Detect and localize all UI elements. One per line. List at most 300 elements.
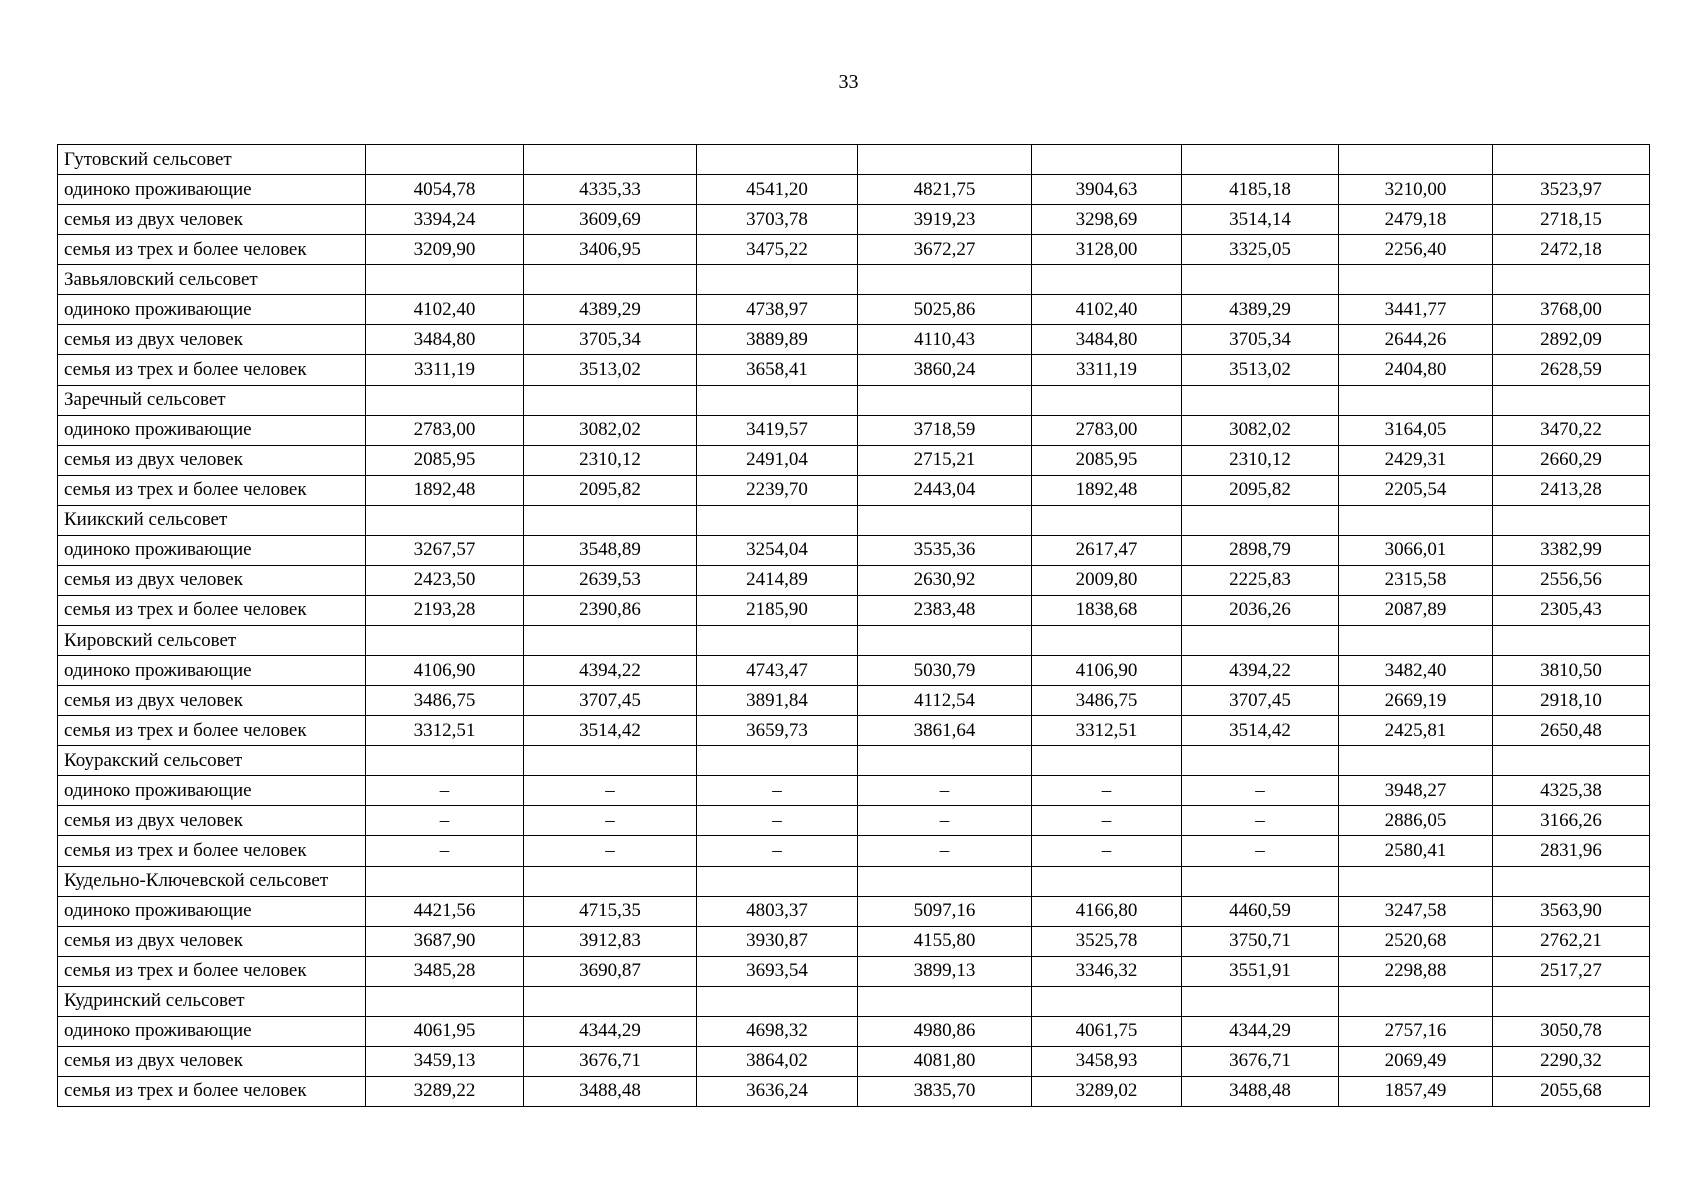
row-label: одиноко проживающие bbox=[58, 295, 366, 325]
value-cell: 3325,05 bbox=[1182, 235, 1339, 265]
empty-cell bbox=[1182, 746, 1339, 776]
value-cell: 3486,75 bbox=[366, 686, 524, 716]
value-cell: 1838,68 bbox=[1032, 595, 1182, 625]
value-cell: 2479,18 bbox=[1339, 205, 1493, 235]
value-cell: 4106,90 bbox=[1032, 656, 1182, 686]
table-row bbox=[58, 656, 1650, 686]
row-label: семья из двух человек bbox=[58, 325, 366, 355]
value-cell: 4821,75 bbox=[858, 175, 1032, 205]
empty-cell bbox=[697, 265, 858, 295]
value-cell: 3484,80 bbox=[1032, 325, 1182, 355]
value-cell: 3693,54 bbox=[697, 956, 858, 986]
value-cell: 3636,24 bbox=[697, 1076, 858, 1106]
value-cell: 4344,29 bbox=[524, 1016, 697, 1046]
value-cell: 2831,96 bbox=[1493, 836, 1650, 866]
value-cell: 4166,80 bbox=[1032, 896, 1182, 926]
empty-cell bbox=[697, 145, 858, 175]
value-cell: 2644,26 bbox=[1339, 325, 1493, 355]
value-cell: 3289,02 bbox=[1032, 1076, 1182, 1106]
page-number: 33 bbox=[838, 71, 859, 93]
empty-cell bbox=[1182, 145, 1339, 175]
value-cell: – bbox=[1182, 806, 1339, 836]
value-cell: 3311,19 bbox=[366, 355, 524, 385]
empty-cell bbox=[524, 385, 697, 415]
row-label: семья из двух человек bbox=[58, 686, 366, 716]
value-cell: 5030,79 bbox=[858, 656, 1032, 686]
value-cell: 3166,26 bbox=[1493, 806, 1650, 836]
value-cell: 3861,64 bbox=[858, 716, 1032, 746]
table-row bbox=[58, 415, 1650, 445]
value-cell: 3609,69 bbox=[524, 205, 697, 235]
table-row bbox=[58, 355, 1650, 385]
value-cell: 4110,43 bbox=[858, 325, 1032, 355]
value-cell: 2305,43 bbox=[1493, 595, 1650, 625]
value-cell: 2404,80 bbox=[1339, 355, 1493, 385]
value-cell: 2757,16 bbox=[1339, 1016, 1493, 1046]
empty-cell bbox=[858, 505, 1032, 535]
empty-cell bbox=[1493, 866, 1650, 896]
table-row bbox=[58, 896, 1650, 926]
value-cell: 3066,01 bbox=[1339, 535, 1493, 565]
value-cell: 2225,83 bbox=[1182, 565, 1339, 595]
value-cell: 3486,75 bbox=[1032, 686, 1182, 716]
empty-cell bbox=[858, 385, 1032, 415]
value-cell: 3687,90 bbox=[366, 926, 524, 956]
value-cell: 3406,95 bbox=[524, 235, 697, 265]
row-label: семья из трех и более человек bbox=[58, 235, 366, 265]
value-cell: 3485,28 bbox=[366, 956, 524, 986]
value-cell: 4061,75 bbox=[1032, 1016, 1182, 1046]
empty-cell bbox=[697, 626, 858, 656]
value-cell: 3535,36 bbox=[858, 535, 1032, 565]
value-cell: 3523,97 bbox=[1493, 175, 1650, 205]
empty-cell bbox=[1032, 385, 1182, 415]
value-cell: 2009,80 bbox=[1032, 565, 1182, 595]
value-cell: 4335,33 bbox=[524, 175, 697, 205]
value-cell: 2628,59 bbox=[1493, 355, 1650, 385]
table-row bbox=[58, 686, 1650, 716]
group-header-row bbox=[58, 746, 1650, 776]
value-cell: 4421,56 bbox=[366, 896, 524, 926]
value-cell: 3513,02 bbox=[1182, 355, 1339, 385]
value-cell: 2892,09 bbox=[1493, 325, 1650, 355]
row-label: семья из трех и более человек bbox=[58, 595, 366, 625]
value-cell: 3210,00 bbox=[1339, 175, 1493, 205]
empty-cell bbox=[1032, 626, 1182, 656]
table-row bbox=[58, 295, 1650, 325]
table-row bbox=[58, 776, 1650, 806]
empty-cell bbox=[1493, 626, 1650, 656]
value-cell: 4394,22 bbox=[524, 656, 697, 686]
value-cell: 3705,34 bbox=[524, 325, 697, 355]
value-cell: 3128,00 bbox=[1032, 235, 1182, 265]
value-cell: 2310,12 bbox=[1182, 445, 1339, 475]
table-row bbox=[58, 595, 1650, 625]
empty-cell bbox=[697, 746, 858, 776]
group-header-row bbox=[58, 505, 1650, 535]
value-cell: – bbox=[524, 836, 697, 866]
value-cell: 2298,88 bbox=[1339, 956, 1493, 986]
value-cell: 4743,47 bbox=[697, 656, 858, 686]
value-cell: 2520,68 bbox=[1339, 926, 1493, 956]
table-row bbox=[58, 806, 1650, 836]
value-cell: 3672,27 bbox=[858, 235, 1032, 265]
empty-cell bbox=[1493, 385, 1650, 415]
value-cell: 4102,40 bbox=[1032, 295, 1182, 325]
value-cell: 2669,19 bbox=[1339, 686, 1493, 716]
row-label: семья из двух человек bbox=[58, 806, 366, 836]
value-cell: 3475,22 bbox=[697, 235, 858, 265]
row-label: семья из двух человек bbox=[58, 205, 366, 235]
table-row bbox=[58, 1076, 1650, 1106]
value-cell: 1892,48 bbox=[1032, 475, 1182, 505]
group-header-row bbox=[58, 626, 1650, 656]
empty-cell bbox=[1032, 986, 1182, 1016]
value-cell: 3209,90 bbox=[366, 235, 524, 265]
value-cell: 1892,48 bbox=[366, 475, 524, 505]
table-body bbox=[58, 145, 1650, 1107]
empty-cell bbox=[1339, 626, 1493, 656]
table-row bbox=[58, 716, 1650, 746]
value-cell: 2517,27 bbox=[1493, 956, 1650, 986]
empty-cell bbox=[1032, 505, 1182, 535]
empty-cell bbox=[524, 505, 697, 535]
value-cell: 3835,70 bbox=[858, 1076, 1032, 1106]
value-cell: 4344,29 bbox=[1182, 1016, 1339, 1046]
empty-cell bbox=[1339, 385, 1493, 415]
value-cell: 2718,15 bbox=[1493, 205, 1650, 235]
empty-cell bbox=[1182, 626, 1339, 656]
empty-cell bbox=[1182, 385, 1339, 415]
value-cell: 4698,32 bbox=[697, 1016, 858, 1046]
value-cell: 3459,13 bbox=[366, 1046, 524, 1076]
value-cell: 3889,89 bbox=[697, 325, 858, 355]
value-cell: – bbox=[1182, 776, 1339, 806]
group-header-row bbox=[58, 866, 1650, 896]
empty-cell bbox=[366, 986, 524, 1016]
row-label: одиноко проживающие bbox=[58, 1016, 366, 1046]
value-cell: 2095,82 bbox=[1182, 475, 1339, 505]
value-cell: – bbox=[366, 836, 524, 866]
group-name: Гутовский сельсовет bbox=[58, 145, 366, 175]
row-label: семья из трех и более человек bbox=[58, 475, 366, 505]
empty-cell bbox=[524, 866, 697, 896]
row-label: одиноко проживающие bbox=[58, 535, 366, 565]
empty-cell bbox=[366, 746, 524, 776]
value-cell: 5097,16 bbox=[858, 896, 1032, 926]
value-cell: – bbox=[697, 806, 858, 836]
value-cell: 2055,68 bbox=[1493, 1076, 1650, 1106]
empty-cell bbox=[1493, 265, 1650, 295]
empty-cell bbox=[858, 145, 1032, 175]
value-cell: 3394,24 bbox=[366, 205, 524, 235]
value-cell: 3659,73 bbox=[697, 716, 858, 746]
value-cell: 3312,51 bbox=[366, 716, 524, 746]
table-row bbox=[58, 565, 1650, 595]
value-cell: 3312,51 bbox=[1032, 716, 1182, 746]
empty-cell bbox=[1339, 746, 1493, 776]
value-cell: 3703,78 bbox=[697, 205, 858, 235]
value-cell: 2617,47 bbox=[1032, 535, 1182, 565]
value-cell: 4389,29 bbox=[1182, 295, 1339, 325]
value-cell: 3912,83 bbox=[524, 926, 697, 956]
group-header-row bbox=[58, 986, 1650, 1016]
value-cell: 2256,40 bbox=[1339, 235, 1493, 265]
row-label: семья из двух человек bbox=[58, 445, 366, 475]
value-cell: 2556,56 bbox=[1493, 565, 1650, 595]
value-cell: – bbox=[858, 806, 1032, 836]
value-cell: 2783,00 bbox=[366, 415, 524, 445]
value-cell: 2898,79 bbox=[1182, 535, 1339, 565]
table-row bbox=[58, 1046, 1650, 1076]
group-name: Коуракский сельсовет bbox=[58, 746, 366, 776]
value-cell: 3513,02 bbox=[524, 355, 697, 385]
value-cell: 3718,59 bbox=[858, 415, 1032, 445]
value-cell: 2085,95 bbox=[1032, 445, 1182, 475]
empty-cell bbox=[697, 505, 858, 535]
value-cell: 3948,27 bbox=[1339, 776, 1493, 806]
value-cell: 4541,20 bbox=[697, 175, 858, 205]
row-label: одиноко проживающие bbox=[58, 175, 366, 205]
value-cell: 3864,02 bbox=[697, 1046, 858, 1076]
value-cell: 2390,86 bbox=[524, 595, 697, 625]
empty-cell bbox=[366, 385, 524, 415]
value-cell: 3298,69 bbox=[1032, 205, 1182, 235]
empty-cell bbox=[1182, 986, 1339, 1016]
value-cell: 3082,02 bbox=[1182, 415, 1339, 445]
empty-cell bbox=[366, 626, 524, 656]
value-cell: 4389,29 bbox=[524, 295, 697, 325]
value-cell: 3860,24 bbox=[858, 355, 1032, 385]
table-row bbox=[58, 475, 1650, 505]
group-name: Завьяловский сельсовет bbox=[58, 265, 366, 295]
value-cell: – bbox=[524, 806, 697, 836]
value-cell: 4738,97 bbox=[697, 295, 858, 325]
row-label: семья из двух человек bbox=[58, 1046, 366, 1076]
value-cell: 2069,49 bbox=[1339, 1046, 1493, 1076]
empty-cell bbox=[366, 265, 524, 295]
value-cell: 3750,71 bbox=[1182, 926, 1339, 956]
table-row bbox=[58, 836, 1650, 866]
empty-cell bbox=[1339, 265, 1493, 295]
value-cell: 2205,54 bbox=[1339, 475, 1493, 505]
row-label: семья из трех и более человек bbox=[58, 716, 366, 746]
empty-cell bbox=[524, 265, 697, 295]
table-row bbox=[58, 535, 1650, 565]
value-cell: 3904,63 bbox=[1032, 175, 1182, 205]
value-cell: 3551,91 bbox=[1182, 956, 1339, 986]
empty-cell bbox=[1493, 145, 1650, 175]
value-cell: 4980,86 bbox=[858, 1016, 1032, 1046]
group-name: Кировский сельсовет bbox=[58, 626, 366, 656]
value-cell: 3050,78 bbox=[1493, 1016, 1650, 1046]
value-cell: 3548,89 bbox=[524, 535, 697, 565]
value-cell: 2315,58 bbox=[1339, 565, 1493, 595]
value-cell: 2639,53 bbox=[524, 565, 697, 595]
value-cell: – bbox=[697, 836, 858, 866]
table-row bbox=[58, 926, 1650, 956]
empty-cell bbox=[1339, 505, 1493, 535]
value-cell: 4155,80 bbox=[858, 926, 1032, 956]
cost-table bbox=[57, 144, 1650, 1107]
value-cell: 4102,40 bbox=[366, 295, 524, 325]
value-cell: 3563,90 bbox=[1493, 896, 1650, 926]
value-cell: 3441,77 bbox=[1339, 295, 1493, 325]
table-row bbox=[58, 1016, 1650, 1046]
empty-cell bbox=[1339, 866, 1493, 896]
value-cell: 3164,05 bbox=[1339, 415, 1493, 445]
value-cell: – bbox=[524, 776, 697, 806]
value-cell: 3419,57 bbox=[697, 415, 858, 445]
value-cell: 3705,34 bbox=[1182, 325, 1339, 355]
empty-cell bbox=[366, 145, 524, 175]
value-cell: 3346,32 bbox=[1032, 956, 1182, 986]
value-cell: 3658,41 bbox=[697, 355, 858, 385]
row-label: семья из двух человек bbox=[58, 926, 366, 956]
value-cell: 3289,22 bbox=[366, 1076, 524, 1106]
value-cell: 3488,48 bbox=[524, 1076, 697, 1106]
group-name: Кудринский сельсовет bbox=[58, 986, 366, 1016]
value-cell: 3514,42 bbox=[1182, 716, 1339, 746]
table-row bbox=[58, 325, 1650, 355]
table-row bbox=[58, 205, 1650, 235]
empty-cell bbox=[366, 866, 524, 896]
value-cell: 2429,31 bbox=[1339, 445, 1493, 475]
row-label: семья из трех и более человек bbox=[58, 956, 366, 986]
value-cell: 2715,21 bbox=[858, 445, 1032, 475]
value-cell: 3919,23 bbox=[858, 205, 1032, 235]
empty-cell bbox=[858, 986, 1032, 1016]
value-cell: 4185,18 bbox=[1182, 175, 1339, 205]
value-cell: 2036,26 bbox=[1182, 595, 1339, 625]
group-header-row bbox=[58, 265, 1650, 295]
row-label: семья из трех и более человек bbox=[58, 836, 366, 866]
group-name: Киикский сельсовет bbox=[58, 505, 366, 535]
value-cell: 3514,42 bbox=[524, 716, 697, 746]
value-cell: 3484,80 bbox=[366, 325, 524, 355]
value-cell: 3676,71 bbox=[1182, 1046, 1339, 1076]
group-header-row bbox=[58, 145, 1650, 175]
value-cell: 2918,10 bbox=[1493, 686, 1650, 716]
empty-cell bbox=[697, 866, 858, 896]
empty-cell bbox=[366, 505, 524, 535]
value-cell: 2423,50 bbox=[366, 565, 524, 595]
value-cell: 3525,78 bbox=[1032, 926, 1182, 956]
empty-cell bbox=[1182, 265, 1339, 295]
value-cell: – bbox=[1032, 806, 1182, 836]
empty-cell bbox=[1182, 505, 1339, 535]
empty-cell bbox=[858, 866, 1032, 896]
value-cell: 2660,29 bbox=[1493, 445, 1650, 475]
value-cell: 2491,04 bbox=[697, 445, 858, 475]
value-cell: 2472,18 bbox=[1493, 235, 1650, 265]
value-cell: 2290,32 bbox=[1493, 1046, 1650, 1076]
row-label: семья из двух человек bbox=[58, 565, 366, 595]
value-cell: 3311,19 bbox=[1032, 355, 1182, 385]
value-cell: 2783,00 bbox=[1032, 415, 1182, 445]
value-cell: – bbox=[1182, 836, 1339, 866]
empty-cell bbox=[524, 145, 697, 175]
empty-cell bbox=[1032, 145, 1182, 175]
value-cell: 3488,48 bbox=[1182, 1076, 1339, 1106]
empty-cell bbox=[1339, 145, 1493, 175]
empty-cell bbox=[1339, 986, 1493, 1016]
value-cell: 4112,54 bbox=[858, 686, 1032, 716]
value-cell: 2085,95 bbox=[366, 445, 524, 475]
group-header-row bbox=[58, 385, 1650, 415]
value-cell: 3768,00 bbox=[1493, 295, 1650, 325]
table-row bbox=[58, 235, 1650, 265]
value-cell: 2095,82 bbox=[524, 475, 697, 505]
value-cell: 3707,45 bbox=[1182, 686, 1339, 716]
value-cell: 4106,90 bbox=[366, 656, 524, 686]
group-name: Кудельно-Ключевской сельсовет bbox=[58, 866, 366, 896]
value-cell: 3482,40 bbox=[1339, 656, 1493, 686]
value-cell: – bbox=[858, 836, 1032, 866]
empty-cell bbox=[697, 986, 858, 1016]
empty-cell bbox=[697, 385, 858, 415]
empty-cell bbox=[1493, 986, 1650, 1016]
value-cell: – bbox=[1032, 836, 1182, 866]
value-cell: 2414,89 bbox=[697, 565, 858, 595]
value-cell: 4061,95 bbox=[366, 1016, 524, 1046]
value-cell: 3470,22 bbox=[1493, 415, 1650, 445]
value-cell: 3514,14 bbox=[1182, 205, 1339, 235]
empty-cell bbox=[1032, 265, 1182, 295]
empty-cell bbox=[524, 986, 697, 1016]
value-cell: 3930,87 bbox=[697, 926, 858, 956]
value-cell: 2193,28 bbox=[366, 595, 524, 625]
empty-cell bbox=[858, 746, 1032, 776]
value-cell: 3382,99 bbox=[1493, 535, 1650, 565]
value-cell: 2630,92 bbox=[858, 565, 1032, 595]
value-cell: 3891,84 bbox=[697, 686, 858, 716]
value-cell: – bbox=[697, 776, 858, 806]
row-label: одиноко проживающие bbox=[58, 776, 366, 806]
value-cell: 2413,28 bbox=[1493, 475, 1650, 505]
table-row bbox=[58, 445, 1650, 475]
value-cell: 2650,48 bbox=[1493, 716, 1650, 746]
value-cell: 3254,04 bbox=[697, 535, 858, 565]
value-cell: – bbox=[1032, 776, 1182, 806]
value-cell: 4054,78 bbox=[366, 175, 524, 205]
value-cell: 3676,71 bbox=[524, 1046, 697, 1076]
value-cell: 2383,48 bbox=[858, 595, 1032, 625]
value-cell: 3810,50 bbox=[1493, 656, 1650, 686]
value-cell: 2580,41 bbox=[1339, 836, 1493, 866]
value-cell: 4081,80 bbox=[858, 1046, 1032, 1076]
value-cell: 3082,02 bbox=[524, 415, 697, 445]
value-cell: 4394,22 bbox=[1182, 656, 1339, 686]
value-cell: 2239,70 bbox=[697, 475, 858, 505]
empty-cell bbox=[858, 626, 1032, 656]
empty-cell bbox=[1182, 866, 1339, 896]
empty-cell bbox=[1032, 746, 1182, 776]
value-cell: 2886,05 bbox=[1339, 806, 1493, 836]
value-cell: 5025,86 bbox=[858, 295, 1032, 325]
table-row bbox=[58, 956, 1650, 986]
value-cell: – bbox=[858, 776, 1032, 806]
value-cell: 3690,87 bbox=[524, 956, 697, 986]
value-cell: – bbox=[366, 806, 524, 836]
table-row bbox=[58, 175, 1650, 205]
value-cell: 4715,35 bbox=[524, 896, 697, 926]
empty-cell bbox=[1493, 505, 1650, 535]
value-cell: 3247,58 bbox=[1339, 896, 1493, 926]
value-cell: – bbox=[366, 776, 524, 806]
empty-cell bbox=[858, 265, 1032, 295]
row-label: семья из трех и более человек bbox=[58, 1076, 366, 1106]
